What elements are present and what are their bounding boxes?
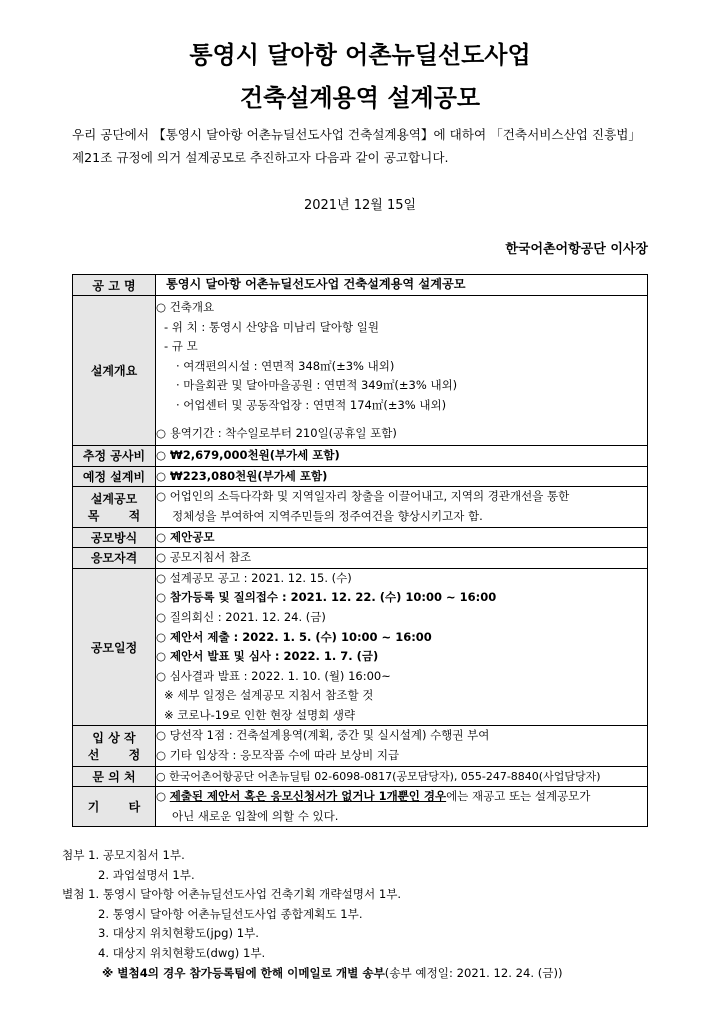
purpose-line1: ○ 어업인의 소득다각화 및 지역일자리 창출을 이끌어내고, 지역의 경관개선을 통한 bbox=[156, 489, 570, 504]
table-row bbox=[73, 527, 648, 548]
label-purpose bbox=[73, 487, 156, 527]
label-schedule: 공모일정 bbox=[73, 568, 156, 726]
intro-line1: 우리 공단에서 【통영시 달아항 어촌뉴딜선도사업 건축설계용역】에 대하여 「건축서비스산업 진흥법」 bbox=[72, 127, 642, 142]
design-fee-value: ○ ₩223,080천원(부가세 포함) bbox=[156, 466, 648, 487]
label-contact: 문 의 처 bbox=[73, 766, 156, 787]
notice-table bbox=[72, 274, 648, 827]
overview-line: ○ 건축개요 bbox=[156, 300, 215, 314]
etc-underlined: 제출된 제안서 혹은 응모신청서가 없거나 1개뿐인 경우 bbox=[169, 789, 447, 804]
intro-paragraph bbox=[72, 123, 672, 169]
schedule-item: ○ 질의회신 : 2021. 12. 24. (금) bbox=[156, 609, 326, 624]
table-row bbox=[73, 466, 648, 487]
overview-line: · 여객편의시설 : 연면적 348㎡(±3% 내외) bbox=[176, 358, 395, 373]
method-value: ○ 제안공모 bbox=[156, 527, 648, 548]
overview-line: · 어업센터 및 공동작업장 : 연면적 174㎡(±3% 내외) bbox=[176, 397, 447, 412]
attachment-item: 첨부 1. 공모지침서 1부. bbox=[62, 848, 185, 862]
label-etc: 기 타 bbox=[73, 787, 156, 827]
schedule-note: ※ 세부 일정은 설계공모 지침서 참조할 것 bbox=[164, 688, 374, 703]
table-row bbox=[73, 548, 648, 569]
label-est-cost: 추정 공사비 bbox=[73, 446, 156, 467]
attachment-item: 2. 과업설명서 1부. bbox=[98, 867, 195, 882]
label-overview: 설계개요 bbox=[73, 296, 156, 446]
table-row bbox=[73, 446, 648, 467]
label-prize-line1: 입 상 작 bbox=[92, 731, 136, 746]
etc-content bbox=[156, 787, 648, 827]
attachment-item: 별첨 1. 통영시 달아항 어촌뉴딜선도사업 건축기획 개략설명서 1부. bbox=[62, 887, 402, 902]
schedule-item: ○ 심사결과 발표 : 2022. 1. 10. (월) 16:00~ bbox=[156, 668, 391, 683]
announcement-date: 2021년 12월 15일 bbox=[303, 198, 417, 213]
etc-line2: 아닌 새로운 입찰에 의할 수 있다. bbox=[172, 808, 339, 823]
prize-content bbox=[156, 726, 648, 766]
schedule-item: ○ 설계공모 공고 : 2021. 12. 15. (수) bbox=[156, 570, 352, 585]
table-row bbox=[73, 766, 648, 787]
label-prize-line2: 선 정 bbox=[87, 748, 141, 763]
attachment-item: 4. 대상지 위치현황도(dwg) 1부. bbox=[98, 945, 266, 960]
etc-prefix: ○ bbox=[156, 789, 170, 804]
purpose-line2: 정체성을 부여하여 지역주민들의 정주여건을 향상시키고자 함. bbox=[172, 508, 483, 523]
eligibility-value: ○ 공모지침서 참조 bbox=[156, 548, 648, 569]
prize-line1: ○ 당선작 1점 : 건축설계용역(계획, 중간 및 실시설계) 수행권 부여 bbox=[156, 728, 490, 743]
label-method: 공모방식 bbox=[73, 527, 156, 548]
attachment-note-rest: (송부 예정일: 2021. 12. 24. (금)) bbox=[384, 965, 563, 980]
purpose-content bbox=[156, 487, 648, 527]
notice-name-value: 통영시 달아항 어촌뉴딜선도사업 건축설계용역 설계공모 bbox=[156, 275, 648, 296]
attachment-item: 3. 대상지 위치현황도(jpg) 1부. bbox=[98, 926, 259, 941]
table-row bbox=[73, 568, 648, 726]
attachment-note-bold: ※ 별첨4의 경우 참가등록팀에 한해 이메일로 개별 송부 bbox=[102, 965, 385, 980]
table-row bbox=[73, 726, 648, 766]
intro-line2: 제21조 규정에 의거 설계공모로 추진하고자 다음과 같이 공고합니다. bbox=[72, 150, 449, 165]
etc-rest: 에는 재공고 또는 설계공모가 bbox=[446, 789, 591, 804]
table-row bbox=[73, 296, 648, 446]
doc-title-line1: 통영시 달아항 어촌뉴딜선도사업 bbox=[189, 41, 531, 69]
overview-content bbox=[156, 296, 648, 446]
table-row bbox=[73, 275, 648, 296]
schedule-note: ※ 코로나-19로 인한 현장 설명회 생략 bbox=[164, 707, 356, 722]
overview-line: - 위 치 : 통영시 산양읍 미남리 달아항 일원 bbox=[164, 319, 380, 334]
label-prize bbox=[73, 726, 156, 766]
schedule-item: ○ 제안서 제출 : 2022. 1. 5. (수) 10:00 ~ 16:00 bbox=[156, 629, 432, 644]
table-row bbox=[73, 787, 648, 827]
label-notice-name: 공 고 명 bbox=[73, 275, 156, 296]
label-purpose-line1: 설계공모 bbox=[90, 491, 138, 506]
overview-line: ○ 용역기간 : 착수일로부터 210일(공휴일 포함) bbox=[156, 425, 397, 440]
table-row bbox=[73, 487, 648, 527]
schedule-content bbox=[156, 568, 648, 726]
est-cost-value: ○ ₩2,679,000천원(부가세 포함) bbox=[156, 446, 648, 467]
overview-line: - 규 모 bbox=[164, 339, 198, 354]
schedule-item: ○ 제안서 발표 및 심사 : 2022. 1. 7. (금) bbox=[156, 649, 379, 664]
overview-line: · 마을회관 및 달아마을공원 : 연면적 349㎡(±3% 내외) bbox=[176, 378, 458, 393]
label-purpose-line2: 목 적 bbox=[87, 508, 141, 523]
schedule-item: ○ 참가등록 및 질의접수 : 2021. 12. 22. (수) 10:00 ~ 16:00 bbox=[156, 590, 497, 605]
attachments bbox=[62, 846, 563, 983]
contact-value: ○ 한국어촌어항공단 어촌뉴딜팀 02-6098-0817(공모담당자), 055-247-8840(사업담당자) bbox=[156, 766, 648, 787]
doc-title-line2: 건축설계용역 설계공모 bbox=[239, 84, 481, 112]
label-design-fee: 예정 설계비 bbox=[73, 466, 156, 487]
prize-line2: ○ 기타 입상작 : 응모작품 수에 따라 보상비 지급 bbox=[156, 748, 400, 763]
attachment-item: 2. 통영시 달아항 어촌뉴딜선도사업 종합계획도 1부. bbox=[98, 906, 363, 921]
issuer: 한국어촌어항공단 이사장 bbox=[505, 242, 648, 257]
label-eligibility: 응모자격 bbox=[73, 548, 156, 569]
